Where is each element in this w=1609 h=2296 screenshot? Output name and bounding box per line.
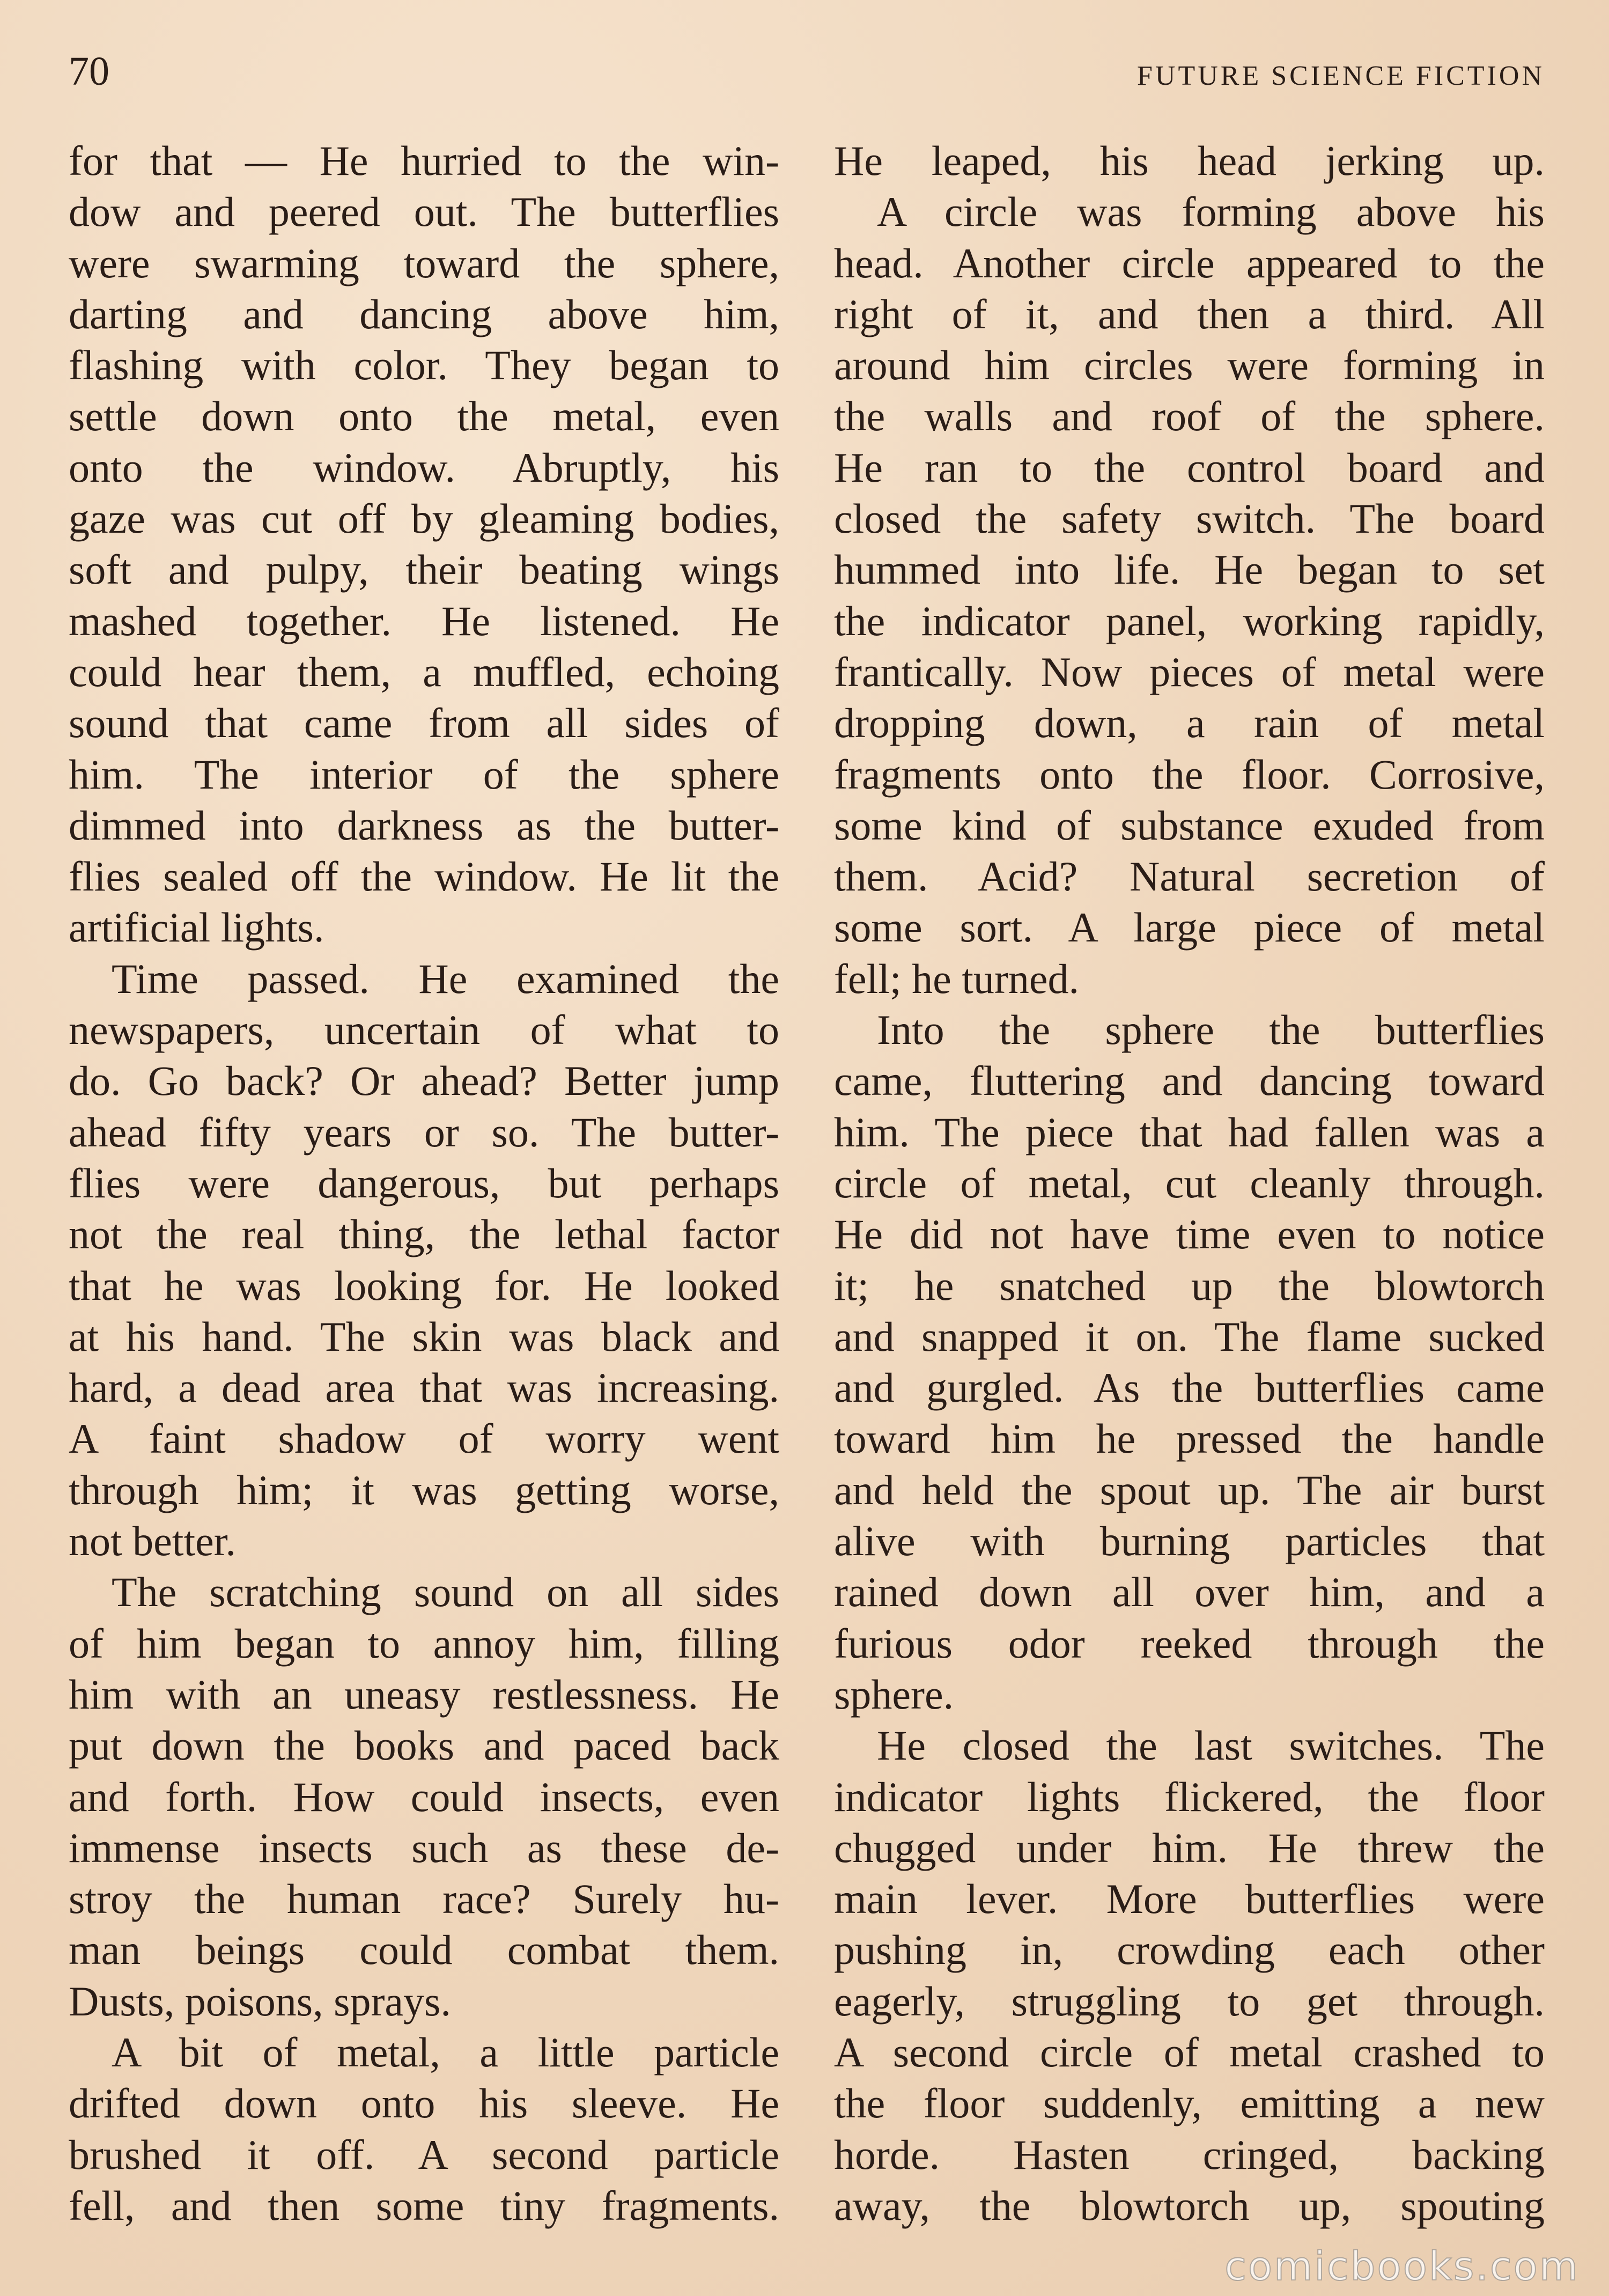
right-text-column bbox=[834, 135, 1545, 2231]
text-line: He leaped, his head jerking up. bbox=[834, 137, 1545, 184]
text-line: that he was looking for. He looked bbox=[69, 1262, 779, 1309]
page-number: 70 bbox=[69, 49, 109, 94]
text-line: away, the blowtorch up, spouting bbox=[834, 2182, 1545, 2229]
text-line: sound that came from all sides of bbox=[69, 700, 779, 747]
text-line: main lever. More butterflies were bbox=[834, 1875, 1545, 1923]
text-line: The scratching sound on all sides bbox=[112, 1569, 779, 1616]
text-line: circle of metal, cut cleanly through. bbox=[834, 1159, 1545, 1206]
text-line: came, fluttering and dancing toward bbox=[834, 1057, 1545, 1105]
text-line: He closed the last switches. The bbox=[877, 1722, 1545, 1769]
text-line: not better. bbox=[69, 1518, 236, 1565]
text-line: stroy the human race? Surely hu- bbox=[69, 1875, 779, 1923]
text-line: could hear them, a muffled, echoing bbox=[69, 648, 779, 695]
text-line: and held the spout up. The air burst bbox=[834, 1466, 1545, 1513]
text-line: toward him he pressed the handle bbox=[834, 1415, 1545, 1462]
text-line: Into the sphere the butterflies bbox=[877, 1006, 1545, 1054]
text-line: him. The interior of the sphere bbox=[69, 750, 779, 798]
text-line: dimmed into darkness as the butter- bbox=[69, 801, 779, 849]
text-line: through him; it was getting worse, bbox=[69, 1466, 779, 1513]
text-line: furious odor reeked through the bbox=[834, 1620, 1545, 1667]
text-line: and gurgled. As the butterflies came bbox=[834, 1364, 1545, 1411]
text-line: at his hand. The skin was black and bbox=[69, 1313, 779, 1360]
text-line: the indicator panel, working rapidly, bbox=[834, 597, 1545, 644]
running-head: FUTURE SCIENCE FICTION bbox=[1136, 61, 1545, 91]
text-line: pushing in, crowding each other bbox=[834, 1926, 1545, 1974]
text-line: sphere. bbox=[834, 1671, 954, 1718]
text-line: around him circles were forming in bbox=[834, 342, 1545, 389]
text-line: settle down onto the metal, even bbox=[69, 393, 779, 440]
text-line: immense insects such as these de- bbox=[69, 1824, 779, 1871]
text-line: soft and pulpy, their beating wings bbox=[69, 546, 779, 593]
text-line: fragments onto the floor. Corrosive, bbox=[834, 750, 1545, 798]
text-line: put down the books and paced back bbox=[69, 1722, 779, 1769]
text-line: the walls and roof of the sphere. bbox=[834, 393, 1545, 440]
text-line: the floor suddenly, emitting a new bbox=[834, 2080, 1545, 2127]
text-line: some kind of substance exuded from bbox=[834, 801, 1545, 849]
text-line: not the real thing, the lethal factor bbox=[69, 1211, 779, 1258]
text-line: fell, and then some tiny fragments. bbox=[69, 2182, 779, 2229]
text-line: flies sealed off the window. He lit the bbox=[69, 853, 779, 900]
text-line: chugged under him. He threw the bbox=[834, 1824, 1545, 1871]
text-line: Dusts, poisons, sprays. bbox=[69, 1977, 451, 2025]
text-line: Time passed. He examined the bbox=[112, 955, 779, 1002]
text-line: artificial lights. bbox=[69, 904, 324, 951]
text-line: A second circle of metal crashed to bbox=[834, 2028, 1545, 2076]
text-line: dow and peered out. The butterflies bbox=[69, 188, 779, 236]
text-line: He ran to the control board and bbox=[834, 444, 1545, 491]
text-line: ahead fifty years or so. The butter- bbox=[69, 1108, 779, 1156]
text-line: hard, a dead area that was increasing. bbox=[69, 1364, 779, 1411]
text-line: him. The piece that had fallen was a bbox=[834, 1108, 1545, 1156]
text-line: He did not have time even to notice bbox=[834, 1211, 1545, 1258]
text-line: man beings could combat them. bbox=[69, 1926, 779, 1974]
text-line: flashing with color. They began to bbox=[69, 342, 779, 389]
text-line: were swarming toward the sphere, bbox=[69, 239, 779, 286]
text-line: them. Acid? Natural secretion of bbox=[834, 853, 1545, 900]
text-line: drifted down onto his sleeve. He bbox=[69, 2080, 779, 2127]
left-text-column bbox=[69, 135, 779, 2231]
text-line: indicator lights flickered, the floor bbox=[834, 1773, 1545, 1820]
text-line: flies were dangerous, but perhaps bbox=[69, 1159, 779, 1206]
text-line: it; he snatched up the blowtorch bbox=[834, 1262, 1545, 1309]
text-line: darting and dancing above him, bbox=[69, 290, 779, 337]
text-line: A bit of metal, a little particle bbox=[112, 2028, 779, 2076]
text-line: dropping down, a rain of metal bbox=[834, 700, 1545, 747]
text-line: and snapped it on. The flame sucked bbox=[834, 1313, 1545, 1360]
text-line: A faint shadow of worry went bbox=[69, 1415, 779, 1462]
text-line: fell; he turned. bbox=[834, 955, 1079, 1002]
text-line: horde. Hasten cringed, backing bbox=[834, 2131, 1545, 2178]
text-line: of him began to annoy him, filling bbox=[69, 1620, 779, 1667]
text-line: frantically. Now pieces of metal were bbox=[834, 648, 1545, 695]
text-line: rained down all over him, and a bbox=[834, 1569, 1545, 1616]
watermark-logo: comicbooks.com bbox=[1224, 2243, 1580, 2290]
text-line: right of it, and then a third. All bbox=[834, 290, 1545, 337]
text-line: some sort. A large piece of metal bbox=[834, 904, 1545, 951]
text-line: eagerly, struggling to get through. bbox=[834, 1977, 1545, 2025]
text-line: brushed it off. A second particle bbox=[69, 2131, 779, 2178]
text-line: and forth. How could insects, even bbox=[69, 1773, 779, 1820]
text-line: hummed into life. He began to set bbox=[834, 546, 1545, 593]
text-line: alive with burning particles that bbox=[834, 1518, 1545, 1565]
text-line: newspapers, uncertain of what to bbox=[69, 1006, 779, 1054]
text-line: mashed together. He listened. He bbox=[69, 597, 779, 644]
text-line: do. Go back? Or ahead? Better jump bbox=[69, 1057, 779, 1105]
text-line: head. Another circle appeared to the bbox=[834, 239, 1545, 286]
text-line: gaze was cut off by gleaming bodies, bbox=[69, 495, 779, 542]
text-line: for that — He hurried to the win- bbox=[69, 137, 779, 184]
text-line: him with an uneasy restlessness. He bbox=[69, 1671, 779, 1718]
text-line: closed the safety switch. The board bbox=[834, 495, 1545, 542]
text-line: A circle was forming above his bbox=[877, 188, 1545, 236]
text-line: onto the window. Abruptly, his bbox=[69, 444, 779, 491]
